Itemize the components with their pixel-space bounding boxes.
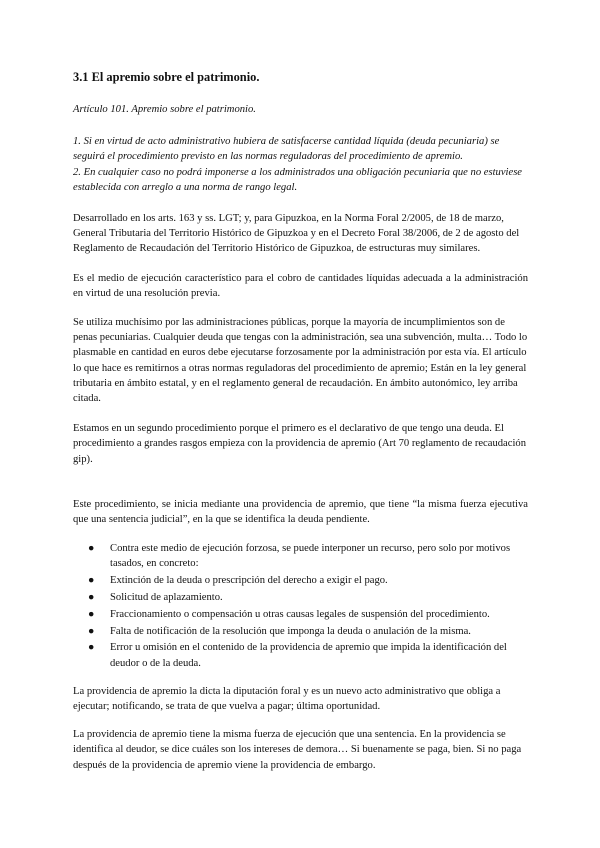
bullet-icon: ● xyxy=(88,625,95,637)
list-item-text: Falta de notificación de la resolución que imponga la deuda o anulación de la misma. xyxy=(110,625,471,637)
list-item-text: Error u omisión en el contenido de la providencia de apremio que impida la identificación del deudor o de la deuda. xyxy=(110,642,507,669)
list-item xyxy=(73,541,528,571)
article-title: Artículo 101. Apremio sobre el patrimonio. xyxy=(73,104,256,115)
list-item xyxy=(73,590,528,605)
list-item-text: Contra este medio de ejecución forzosa, se puede interponer un recurso, pero solo por motivos tasados, en concreto: xyxy=(110,543,511,570)
list-item-text: Solicitud de aplazamiento. xyxy=(110,592,223,604)
bullet-icon: ● xyxy=(88,608,95,620)
bullet-icon: ● xyxy=(88,642,95,654)
list-item xyxy=(73,640,528,670)
list-item xyxy=(73,624,528,639)
paragraph-desarrollado: Desarrollado en los arts. 163 y ss. LGT; y, para Gipuzkoa, en la Norma Foral 2/2005, de 18 de marzo, General Tributaria del Territorio Histórico de Gipuzkoa y en el Decreto Foral 38/2006, de 2 de agosto del Reglamento de Recaudación del Territorio Histórico de Gipuzkoa, de estructuras muy similares. xyxy=(73,213,520,255)
section-heading: 3.1 El apremio sobre el patrimonio. xyxy=(73,70,260,84)
bullet-icon: ● xyxy=(88,543,95,555)
article-paragraph-1: 1. Si en virtud de acto administrativo hubiera de satisfacerse cantidad líquida (deuda pecuniaria) se seguirá el procedimiento previsto en las normas reguladoras del procedimiento de apremio. xyxy=(73,136,500,163)
paragraph-fuerza: La providencia de apremio tiene la misma fuerza de ejecución que una sentencia. En la providencia se identifica al deudor, se dice cuáles son los intereses de demora… Si buenamente se paga, bien. Si no paga después de la providencia de apremio viene la providencia de embargo. xyxy=(73,729,522,771)
paragraph-dicta: La providencia de apremio la dicta la diputación foral y es un nuevo acto administrativo que obliga a ejecutar; notificando, se trata de que vuelva a pagar; última oportunidad. xyxy=(73,685,501,713)
paragraph-medio: Es el medio de ejecución característico para el cobro de cantidades líquidas adecuada a la administración en virtud de una resolución previa. xyxy=(73,272,528,299)
paragraph-providencia-inicio: Este procedimiento, se inicia mediante una providencia de apremio, que tiene “la misma fuerza ejecutiva que una sentencia judicial”, en la que se identifica la deuda pendiente. xyxy=(73,498,528,526)
list-item xyxy=(73,573,528,588)
list-item xyxy=(73,607,528,622)
list-item-text: Extinción de la deuda o prescripción del derecho a exigir el pago. xyxy=(110,575,388,587)
article-paragraph-2: 2. En cualquier caso no podrá imponerse a los administrados una obligación pecuniaria que no estuviese establecida con arreglo a una norma de rango legal. xyxy=(73,166,523,193)
article-text xyxy=(73,134,528,195)
document-page xyxy=(73,70,528,773)
motivos-list xyxy=(73,541,528,671)
bullet-icon: ● xyxy=(88,592,95,604)
bullet-icon: ● xyxy=(88,575,95,587)
paragraph-estamos: Estamos en un segundo procedimiento porque el primero es el declarativo de que tengo una deuda. El procedimiento a grandes rasgos empieza con la providencia de apremio (Art 70 reglamento de recaudación gip). xyxy=(73,423,526,465)
paragraph-utiliza: Se utiliza muchísimo por las administraciones públicas, porque la mayoría de incumplimientos son de penas pecuniarias. Cualquier deuda que tengas con la administración, sea una subvención, multa… Todo lo plasmable en cantidad en euros debe ejecutarse forzosamente por la administración por esta vía. El artículo lo que hace es remitirnos a otras normas reguladoras del procedimiento de apremio; Están en la ley general tributaria en ámbito estatal, y en el reglamento general de recaudación. En ámbito autonómico, ley arriba citada. xyxy=(73,317,528,405)
list-item-text: Fraccionamiento o compensación u otras causas legales de suspensión del procedimiento. xyxy=(110,608,490,620)
